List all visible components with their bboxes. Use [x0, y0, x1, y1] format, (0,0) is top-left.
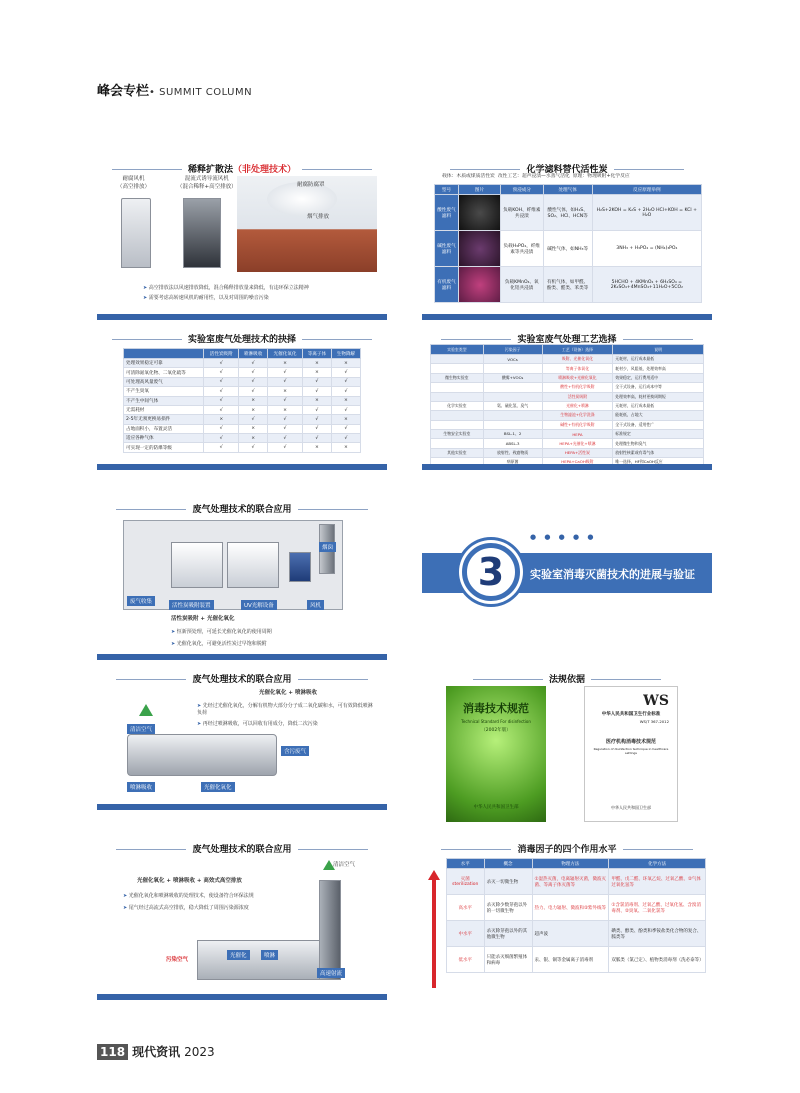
- table-cell: √: [239, 443, 268, 452]
- table-cell: [431, 355, 484, 364]
- table-cell: √: [268, 396, 303, 405]
- table-row: [431, 420, 704, 429]
- issue-year: 2023: [184, 1044, 215, 1059]
- table-cell: [431, 392, 484, 401]
- table-row: [431, 355, 704, 364]
- table-cell: 活性炭吸附: [542, 392, 613, 401]
- table-cell: √: [302, 415, 331, 424]
- table-cell: ×: [268, 387, 303, 396]
- table-cell: ×: [204, 415, 239, 424]
- table-cell: ①湿热灭菌，电离辐射灭菌，微波灭菌、等离子体灭菌等: [532, 869, 609, 895]
- column-header: 物理方法: [532, 859, 609, 869]
- fan-label: 风机: [307, 600, 324, 610]
- table-cell: 可处理高风量废气: [124, 377, 204, 386]
- bullet-1: ➤ 恒新预处理，可延长光催化氧化的使用周期: [171, 628, 272, 635]
- page-footer: [97, 1043, 215, 1060]
- table-cell: 杀灭除芽孢以外的其他微生物: [484, 921, 532, 947]
- table-cell: 不产生臭氧: [124, 387, 204, 396]
- column-header: 活性炭吸附: [204, 349, 239, 359]
- table-cell: 杀灭一切微生物: [484, 869, 532, 895]
- slide-title: 实验室废气处理技术的抉择: [97, 332, 387, 345]
- table-cell: 酸雾+VOCs: [483, 373, 542, 382]
- slide-title: 废气处理技术的联合应用: [97, 842, 387, 855]
- section-title: 实验室消毒灭菌技术的进展与验证: [530, 568, 695, 581]
- unit-graphic: [197, 940, 321, 980]
- levels-table: [446, 858, 706, 973]
- dirty-air-label: 污染空气: [166, 957, 189, 963]
- table-cell: 处理效率高，耗材更换周期短: [613, 392, 704, 401]
- table-header-row: [124, 349, 361, 359]
- level-arrow-head-icon: [428, 870, 440, 880]
- table-cell: [483, 411, 542, 420]
- table-cell: [431, 383, 484, 392]
- table-cell: ×: [331, 396, 360, 405]
- slide-process-selection: [422, 322, 712, 470]
- table-row: [431, 430, 704, 439]
- table-cell: 氨、硫化氢、臭气: [483, 401, 542, 410]
- table-cell: 碱性+有机化学吸附: [542, 420, 613, 429]
- bullet-1: ➤ 先经过光催化氧化，分解有机物大部分分子成二氧化碳和水，可有效降低喷淋负荷: [197, 702, 377, 716]
- table-cell: √: [302, 405, 331, 414]
- table-row: [431, 383, 704, 392]
- table-cell: √: [331, 405, 360, 414]
- table-cell: √: [331, 368, 360, 377]
- table-cell: 无耗材，运行成本最低: [613, 355, 704, 364]
- table-cell: ×: [268, 405, 303, 414]
- table-cell: √: [268, 377, 303, 386]
- slide-tech-choice: [97, 322, 387, 470]
- carbon-image: [459, 267, 501, 303]
- table-cell: √: [239, 415, 268, 424]
- table-cell: 汞、银、铜等金属离子消毒剂: [532, 947, 609, 973]
- table-cell: 耗材少，风阻低，处理效率高: [613, 364, 704, 373]
- banner-dots: ● ● ● ● ●: [530, 533, 597, 541]
- table-row: [124, 424, 361, 433]
- table-cell: ×: [239, 396, 268, 405]
- table-cell: 高水平: [447, 895, 485, 921]
- carbon-label: 活性炭吸附装置: [169, 600, 214, 610]
- table-row: [124, 377, 361, 386]
- table-cell: 低水平: [447, 947, 485, 973]
- table-cell: ×: [302, 359, 331, 368]
- table-cell: √: [204, 359, 239, 368]
- table-row: [124, 443, 361, 452]
- col-header: 预浸成分: [501, 185, 544, 195]
- table-cell: √: [331, 387, 360, 396]
- slide-title: 法规依据: [422, 672, 712, 685]
- magazine-name: 现代资讯: [132, 1045, 181, 1059]
- page-number: 118: [97, 1044, 128, 1060]
- slide-regulations: [422, 662, 712, 830]
- ws-standard-cover: [584, 686, 678, 822]
- table-cell: 其他实验室: [431, 448, 484, 457]
- column-header: 化学方法: [609, 859, 706, 869]
- table-row: [124, 387, 361, 396]
- table-cell: √: [239, 377, 268, 386]
- table-cell: 处理微生物和臭气: [613, 439, 704, 448]
- table-cell: [483, 392, 542, 401]
- slide-combined-3: [97, 832, 387, 1000]
- table-cell: 无需耗材: [124, 405, 204, 414]
- stack-graphic: [319, 880, 341, 980]
- table-cell: [431, 439, 484, 448]
- bullet-2: ➤ 再经过喷淋吸收，可以回收有用成分，降低二次污染: [197, 720, 318, 727]
- column-title: 峰会专栏: [97, 84, 150, 99]
- ws-code: WS/T 367-2012: [639, 719, 669, 724]
- table-cell: ×: [239, 405, 268, 414]
- table-cell: √: [268, 434, 303, 443]
- slide-chemical-filter: [422, 152, 712, 320]
- table-cell: 热力、电力辐射、微波和②紫外线等: [532, 895, 609, 921]
- table-cell: √: [204, 396, 239, 405]
- book-title: 消毒技术规范: [463, 702, 529, 715]
- table-cell: [483, 364, 542, 373]
- table-cell: ①含氯消毒剂、过氧乙酸、过氧化氢、含溴消毒剂、②臭氧、二氧化氯等: [609, 895, 706, 921]
- table-cell: HEPA: [542, 430, 613, 439]
- process-table: [430, 344, 704, 468]
- section-banner: [422, 533, 712, 619]
- table-row: [431, 392, 704, 401]
- table-cell: ×: [331, 443, 360, 452]
- table-cell: √: [204, 405, 239, 414]
- slide-title: 化学滤料替代活性炭: [422, 162, 712, 175]
- table-row: [124, 405, 361, 414]
- spray-label: 喷淋: [261, 950, 278, 960]
- table-cell: √: [331, 424, 360, 433]
- spray-label: 喷淋吸收: [127, 782, 155, 792]
- stack-label: 烟囱: [319, 542, 336, 552]
- table-cell: √: [302, 424, 331, 433]
- table-cell: √: [204, 387, 239, 396]
- column-header: 生物降解: [331, 349, 360, 359]
- slide-title: 废气处理技术的联合应用: [97, 502, 387, 515]
- table-row: [447, 869, 706, 895]
- table-row: [431, 373, 704, 382]
- table-cell: √: [204, 377, 239, 386]
- table-cell: ABSL-3: [483, 439, 542, 448]
- table-cell: HEPA+CaOH吸附: [542, 458, 613, 467]
- stack-fan-graphic: [121, 198, 151, 268]
- col-header: 处理气体: [543, 185, 592, 195]
- table-row: [124, 368, 361, 377]
- table-cell: 2-5年无须更换易损件: [124, 415, 204, 424]
- table-cell: [431, 364, 484, 373]
- table-cell: 甲醛、戊二醛、环氧乙烷、过氧乙酸、②气体过氧化氢等: [609, 869, 706, 895]
- table-header-row: [447, 859, 706, 869]
- table-cell: √: [302, 377, 331, 386]
- table-cell: √: [239, 387, 268, 396]
- table-cell: √: [204, 424, 239, 433]
- slide-combined-2: [97, 662, 387, 810]
- table-cell: 双胍类（氯己定）、植物类消毒剂（洗必泰等）: [609, 947, 706, 973]
- column-header: [124, 349, 204, 359]
- table-cell: [431, 420, 484, 429]
- table-cell: 处理效果稳定可靠: [124, 359, 204, 368]
- slide-title: 实验室废气处理工艺选择: [422, 332, 712, 345]
- tech-choice-table: [123, 348, 361, 453]
- column-subtitle: • SUMMIT COLUMN: [149, 87, 253, 98]
- plume-label: 烟气排放: [307, 214, 330, 220]
- carbon-image: [459, 195, 501, 231]
- table-cell: 生物安全实验室: [431, 430, 484, 439]
- carbon-unit-graphic: [171, 542, 223, 588]
- table-cell: HEPA+光催化+喷淋: [542, 439, 613, 448]
- table-row: [431, 448, 704, 457]
- inlet-label: 废气收集: [127, 596, 155, 606]
- table-cell: ×: [239, 424, 268, 433]
- filter-table: [434, 184, 702, 303]
- table-cell: √: [302, 434, 331, 443]
- clean-air-label: 清洁空气: [333, 862, 356, 868]
- column-header: 喷淋吸收: [239, 349, 268, 359]
- table-cell: 微生物实验室: [431, 373, 484, 382]
- column-header: 污染因子: [483, 345, 542, 355]
- ws-doc-title: 医疗机构消毒技术规范: [605, 739, 656, 745]
- ws-org: 中华人民共和国卫生行业标准: [601, 712, 661, 717]
- col-header: 图片: [459, 185, 501, 195]
- table-cell: √: [268, 368, 303, 377]
- slide-title: 消毒因子的四个作用水平: [422, 842, 712, 855]
- table-row: [431, 439, 704, 448]
- column-header: 工艺（设备）选择: [542, 345, 613, 355]
- slide-dilution: [97, 152, 387, 320]
- fan-label: 耐腐风机 （高空排放）: [117, 176, 151, 190]
- table-header-row: [431, 345, 704, 355]
- table-cell: 杀灭除少数芽孢以外的一切微生物: [484, 895, 532, 921]
- table-cell: 光催化+喷淋: [542, 401, 613, 410]
- table-cell: HEPA+活性炭: [542, 448, 613, 457]
- table-row: [447, 947, 706, 973]
- slide-title: 废气处理技术的联合应用: [97, 672, 387, 685]
- column-header: 概念: [484, 859, 532, 869]
- table-cell: 等离子体氧化: [542, 364, 613, 373]
- table-row: 有机废气滤料 负载KMnO₄、氧化铝共浸渍 有机气体，如甲醛、酚类、醛类、苯类等 5HCHO + 4KMnO₄ + 6H₂SO₄ = 2K₂SO₄+4MnSO₄+11H₂O+5CO₂: [435, 267, 702, 303]
- column-header: [97, 80, 252, 99]
- table-cell: 灭菌 sterilization: [447, 869, 485, 895]
- table-cell: 超声波: [532, 921, 609, 947]
- combo-text: 光催化氧化 + 喷淋吸收: [259, 690, 317, 696]
- filter-intro: 载体：木质或煤质活性炭 改性工艺：超声浸渍—水蒸气活化 原理：物理吸附+化学反应: [442, 174, 630, 179]
- table-cell: 适应各种气体: [124, 434, 204, 443]
- table-row: [431, 458, 704, 467]
- table-cell: 占地面积小，布置灵活: [124, 424, 204, 433]
- bullet-1: ➤ 光催化氧化和喷淋吸收的处理技术，使设备符合环保法规: [123, 892, 254, 899]
- slide-combined-1: [97, 492, 387, 660]
- combo-text: 活性炭吸附 + 光催化氧化: [171, 616, 235, 622]
- column-header: 实验室类型: [431, 345, 484, 355]
- table-row: [431, 411, 704, 420]
- table-row: [124, 396, 361, 405]
- table-cell: [483, 383, 542, 392]
- table-cell: √: [204, 368, 239, 377]
- table-cell: √: [331, 377, 360, 386]
- dirty-air-label: 含污废气: [281, 746, 309, 756]
- table-cell: [431, 458, 484, 467]
- table-cell: 中水平: [447, 921, 485, 947]
- table-cell: VOCs: [483, 355, 542, 364]
- section-number-badge: 3: [462, 543, 520, 601]
- book-publisher: 中华人民共和国卫生部: [473, 805, 519, 810]
- ws-logo: WS: [643, 693, 669, 709]
- slide-disinfection-levels: [422, 832, 712, 1000]
- col-header: 反应原理举例: [592, 185, 701, 195]
- table-row: [431, 364, 704, 373]
- bullet-2: ➤ 需要考虑高转速风机的耐用性，以及对周围的噪音污染: [143, 294, 269, 301]
- table-cell: 生物滤池+化学洗涤: [542, 411, 613, 420]
- table-row: [124, 434, 361, 443]
- book-subtitle: Technical Standard For disinfection: [461, 719, 531, 724]
- uv-unit-graphic: [227, 542, 279, 588]
- table-cell: √: [331, 434, 360, 443]
- table-cell: 碘类、醇类、酚类和季铵盐类化合物的复合、胍类等: [609, 921, 706, 947]
- table-cell: 唯一选择，HF和CaOH反应: [613, 458, 704, 467]
- table-cell: ×: [302, 443, 331, 452]
- ws-doc-english: Regulation of disinfection technique in healthcare settings: [593, 747, 669, 755]
- bullet-1: ➤ 高空排放法以风速排放降低，混合稀释排放量来降低，有违环保立法精神: [143, 284, 309, 291]
- ws-publisher: 中华人民共和国卫生部: [611, 805, 651, 810]
- col-header: 型号: [435, 185, 459, 195]
- table-row: 酸性废气滤料 负载KOH、纤维素共浸渍 酸性气体，如H₂S、SO₂、HCl、HCN等 H₂S+2KOH = K₂S + 2H₂O HCl+KOH = KCl + H₂O: [435, 195, 702, 231]
- column-header: 水平: [447, 859, 485, 869]
- table-cell: ×: [268, 359, 303, 368]
- combo-unit-graphic: [127, 734, 277, 776]
- table-cell: 全干式设备，运行成本中等: [613, 383, 704, 392]
- table-row: [447, 895, 706, 921]
- fan-graphic: [289, 552, 311, 582]
- table-row: [447, 921, 706, 947]
- bullet-2: ➤ 尾气经过高流式高空排放，稳大降低了周围污染源浓度: [123, 904, 249, 911]
- table-cell: 不产生中间气体: [124, 396, 204, 405]
- table-cell: √: [239, 359, 268, 368]
- uv-label: UV光解设备: [241, 600, 277, 610]
- level-arrow-icon: [432, 878, 436, 988]
- table-cell: BSL-1、2: [483, 430, 542, 439]
- table-cell: 放射性、致癌物质: [483, 448, 542, 457]
- table-cell: 化学实验室: [431, 401, 484, 410]
- table-cell: [431, 411, 484, 420]
- table-cell: 无耗材，运行成本最低: [613, 401, 704, 410]
- table-cell: √: [302, 387, 331, 396]
- mixflow-fan-graphic: [183, 198, 221, 268]
- table-cell: 只能杀灭细菌繁殖体和病毒: [484, 947, 532, 973]
- table-cell: √: [239, 368, 268, 377]
- table-cell: 吸附、光催化氧化: [542, 355, 613, 364]
- table-cell: ×: [302, 396, 331, 405]
- table-cell: √: [204, 434, 239, 443]
- table-cell: √: [204, 443, 239, 452]
- table-cell: 喷淋吸收+光催化氧化: [542, 373, 613, 382]
- table-cell: 放射性核素或有毒气体: [613, 448, 704, 457]
- table-cell: 可实现一定的防爆等级: [124, 443, 204, 452]
- table-row: [124, 415, 361, 424]
- roof-label: 耐腐防腐罩: [297, 182, 325, 188]
- table-cell: 效果稳定，运行费用适中: [613, 373, 704, 382]
- table-cell: ×: [239, 434, 268, 443]
- standard-book-cover: [446, 686, 546, 822]
- table-cell: √: [268, 424, 303, 433]
- table-cell: ×: [302, 368, 331, 377]
- bullet-2: ➤ 光催化氧化，可避免活性炭过早饱和脱附: [171, 640, 267, 647]
- table-row: 碱性废气滤料 负载H₃PO₄，纤维素等共浸渍 碱性气体，如NH₃等 3NH₃ + H₃PO₄ = (NH₄)₃PO₄: [435, 231, 702, 267]
- column-header: 光催化氧化: [268, 349, 303, 359]
- table-cell: √: [268, 415, 303, 424]
- jet-label: 高速射流: [317, 968, 345, 978]
- combo-text: 光催化氧化 + 喷淋吸收 + 高效式高空排放: [137, 878, 242, 884]
- table-cell: 标准规定: [613, 430, 704, 439]
- clean-air-label: 清洁空气: [127, 724, 155, 734]
- table-cell: [483, 420, 542, 429]
- uv-label: 光催化氧化: [201, 782, 235, 792]
- slide-title: 稀释扩散法（非处理技术）: [97, 162, 387, 175]
- table-cell: 可清除氮氧化物、二氧化硫等: [124, 368, 204, 377]
- table-cell: 病原菌: [483, 458, 542, 467]
- mixflow-fan-label: 混流式诱导流风机 （混合稀释+高空排放）: [177, 176, 237, 190]
- table-cell: ×: [331, 359, 360, 368]
- book-year: （2002年版）: [481, 728, 511, 733]
- table-cell: 能耗低，占地大: [613, 411, 704, 420]
- table-cell: 全干式设备，适用性广: [613, 420, 704, 429]
- up-arrow-icon: [139, 704, 153, 716]
- column-header: 等离子体: [302, 349, 331, 359]
- table-cell: √: [268, 443, 303, 452]
- carbon-image: [459, 231, 501, 267]
- uv-label: 光催化: [227, 950, 250, 960]
- column-header: 说明: [613, 345, 704, 355]
- table-row: [431, 401, 704, 410]
- table-cell: 酸性+有机化学吸附: [542, 383, 613, 392]
- table-cell: ×: [331, 415, 360, 424]
- table-row: [124, 359, 361, 368]
